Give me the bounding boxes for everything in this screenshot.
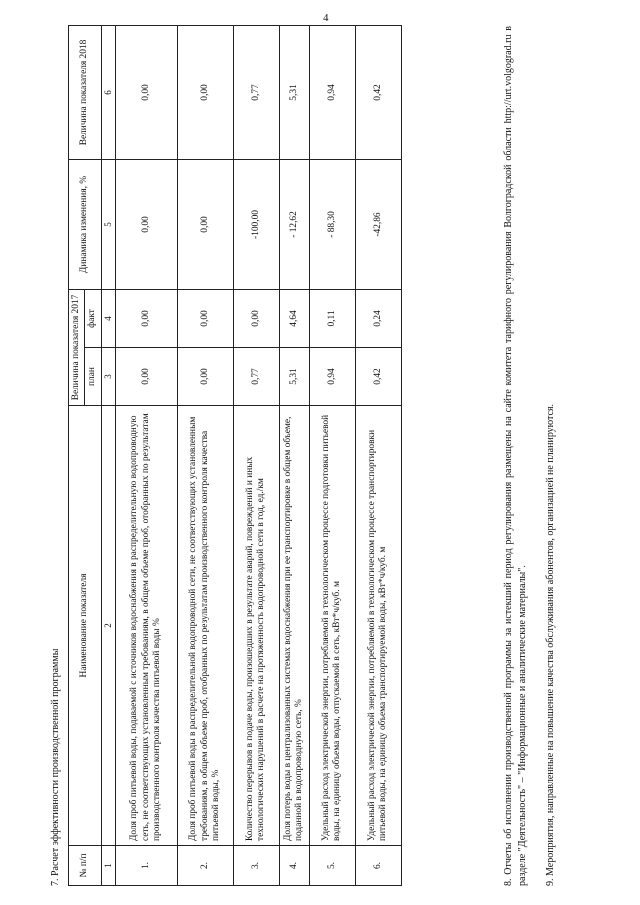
row-number: 1.: [115, 846, 177, 886]
row-name: Удельный расход электрической энергии, потребляемой в технологическом процессе подготовки питьевой воды, на единицу объема воды, отпускаемой в сеть, кВт*ч/куб. м: [309, 406, 355, 846]
row-dynamics: 0,00: [115, 159, 177, 289]
row-value-2018: 0,77: [233, 25, 279, 159]
row-plan: 0,77: [233, 348, 279, 406]
header-value-2017: Величина показателя 2017: [69, 289, 85, 405]
row-number: 5.: [309, 846, 355, 886]
table-row: [177, 25, 233, 885]
column-index: 6: [101, 25, 115, 159]
row-fact: 0,11: [309, 289, 355, 347]
header-dynamics: Динамика изменения, %: [69, 159, 102, 289]
row-dynamics: - 88,30: [309, 159, 355, 289]
row-name: Доля потерь воды в централизованных системах водоснабжения при ее транспортировке в общем объеме, поданной в водопроводную сеть, %: [279, 406, 309, 846]
row-value-2018: 0,94: [309, 25, 355, 159]
header-name: Наименование показателя: [69, 406, 102, 846]
note-9: 9. Мероприятия, направленные на повышение качества обслуживания абонентов, организацией не планируются.: [545, 403, 556, 886]
row-number: 3.: [233, 846, 279, 886]
column-index: 4: [101, 289, 115, 347]
note-8: 8. Отчеты об исполнении производственной программы за истекший период регулирования размещены на сайте комитета тарифного регулирования Волгоградской области http://urt.volgograd.ru в разделе "Деятельность" – "Информационные и аналитические материалы".: [503, 26, 528, 886]
table-row: [233, 25, 279, 885]
header-fact: факт: [85, 289, 101, 347]
row-name: Удельный расход электрической энергии, потребляемой в технологическом процессе транспортировки питьевой воды, на единицу объема транспортируемой воды, кВт*ч/куб. м: [355, 406, 401, 846]
row-dynamics: -100,00: [233, 159, 279, 289]
table-row: [309, 25, 355, 885]
row-plan: 0,42: [355, 348, 401, 406]
row-dynamics: -42,86: [355, 159, 401, 289]
efficiency-table: [68, 25, 402, 886]
row-name: Доля проб питьевой воды в распределительной водопроводной сети, не соответствующих установленным требованиям, в общем объеме проб, отобранных по результатам производственного контроля качества питьевой воды, %: [177, 406, 233, 846]
column-index: 5: [101, 159, 115, 289]
row-value-2018: 5,31: [279, 25, 309, 159]
column-index: 1: [101, 846, 115, 886]
rotated-content: [50, 26, 610, 886]
row-number: 2.: [177, 846, 233, 886]
row-value-2018: 0,42: [355, 25, 401, 159]
row-fact: 0,00: [177, 289, 233, 347]
column-index: 3: [101, 348, 115, 406]
row-plan: 0,00: [115, 348, 177, 406]
section-title: 7. Расчет эффективности производственной программы: [50, 648, 61, 886]
table-row: [355, 25, 401, 885]
column-index-row: [101, 25, 115, 885]
row-fact: 4,64: [279, 289, 309, 347]
header-num: № п/п: [69, 846, 102, 886]
row-dynamics: 0,00: [177, 159, 233, 289]
row-fact: 0,00: [115, 289, 177, 347]
row-number: 6.: [355, 846, 401, 886]
page-number: 4: [323, 12, 329, 24]
row-value-2018: 0,00: [115, 25, 177, 159]
header-value-2018: Величина показателя 2018: [69, 25, 102, 159]
row-dynamics: - 12,62: [279, 159, 309, 289]
row-fact: 0,00: [233, 289, 279, 347]
row-name: Доля проб питьевой воды, подаваемой с источников водоснабжения в распределительную водопроводную сеть, не соответствующих установленным требованиям, в общем объеме проб, отобранных по результатам производственного контроля качества питьевой воды %: [115, 406, 177, 846]
row-number: 4.: [279, 846, 309, 886]
table-row: [279, 25, 309, 885]
row-fact: 0,24: [355, 289, 401, 347]
header-plan: план: [85, 348, 101, 406]
row-name: Количество перерывов в подаче воды, произошедших в результате аварий, повреждений и иных технологических нарушений в расчете на протяженность водопроводной сети в год, ед./км: [233, 406, 279, 846]
row-value-2018: 0,00: [177, 25, 233, 159]
row-plan: 0,00: [177, 348, 233, 406]
column-index: 2: [101, 406, 115, 846]
table-row: [115, 25, 177, 885]
row-plan: 0,94: [309, 348, 355, 406]
row-plan: 5,31: [279, 348, 309, 406]
